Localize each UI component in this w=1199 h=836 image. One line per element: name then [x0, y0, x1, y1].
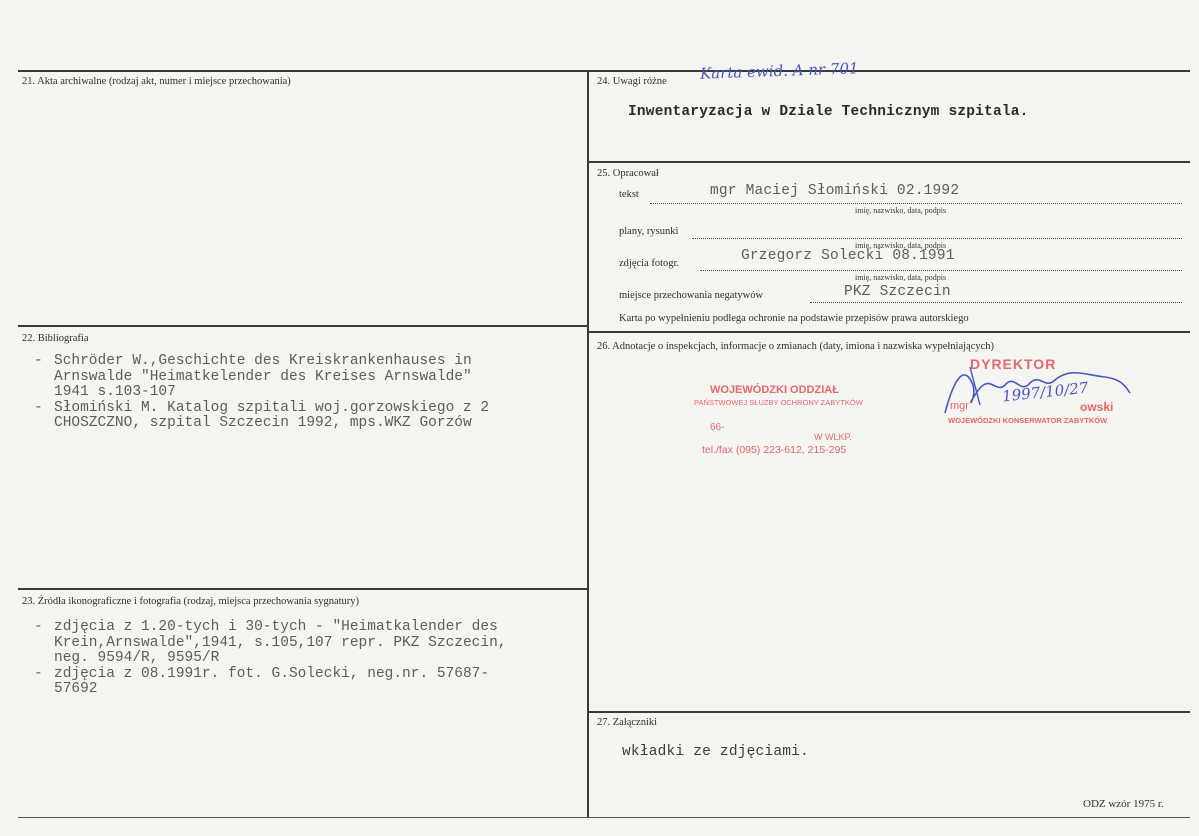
stamp-left-line3: 66- — [710, 422, 725, 433]
section-21-label: 21. Akta archiwalne (rodzaj akt, numer i miejsce przechowania) — [22, 76, 291, 87]
tekst-caption: imię, nazwisko, data, podpis — [855, 206, 947, 215]
negatywy-value: PKZ Szczecin — [844, 284, 951, 300]
plany-label: plany, rysunki — [619, 226, 679, 237]
tekst-line — [650, 203, 1182, 204]
bibliography-item: - Schröder W.,Geschichte des Kreiskrankenhauses in Arnswalde "Heimatkelender des Kreises Arnswalde" 1941 s.103-107 — [30, 354, 489, 401]
section-23-label: 23. Źródła ikonograficzne i fotografia (rodzaj, miejsca przechowania sygnatury) — [22, 596, 360, 607]
stamp-right-line3: owski — [1080, 400, 1114, 414]
bibliography-item: - Słomiński M. Katalog szpitali woj.gorzowskiego z 2 CHOSZCZNO, szpital Szczecin 1992, mps.WKZ Gorzów — [30, 401, 489, 432]
form-footer: ODZ wzór 1975 r. — [1083, 798, 1164, 810]
top-border — [18, 70, 1190, 72]
iconography-list — [30, 620, 506, 698]
tekst-value: mgr Maciej Słomiński 02.1992 — [710, 183, 960, 199]
stamp-left-line2: PAŃSTWOWEJ SŁUŻBY OCHRONY ZABYTKÓW — [694, 398, 863, 407]
stamp-left-line5: tel./fax (095) 223-612, 215-295 — [702, 444, 847, 456]
stamp-right-line1: DYREKTOR — [970, 356, 1057, 372]
zdjecia-value: Grzegorz Solecki 08.1991 — [741, 248, 955, 264]
section-24-label: 24. Uwagi różne — [597, 76, 667, 87]
divider-22-23 — [18, 588, 587, 590]
divider-25-26 — [589, 331, 1190, 333]
section-25-label: 25. Opracował — [597, 168, 659, 179]
stamp-right-line4: WOJEWÓDZKI KONSERWATOR ZABYTKÓW — [948, 416, 1108, 425]
column-divider — [587, 70, 589, 817]
stamp-right-line2: mgr — [950, 400, 969, 412]
iconography-item: - zdjęcia z 1.20-tych i 30-tych - "Heimatkalender des Krein,Arnswalde",1941, s.105,107 repr. PKZ Szczecin, neg. 9594/R, 9595/R — [30, 620, 506, 667]
remarks-text: Inwentaryzacja w Dziale Technicznym szpitala. — [628, 104, 1029, 120]
attachments-text: wkładki ze zdjęciami. — [622, 744, 809, 760]
bibliography-list — [30, 354, 489, 432]
section-26-label: 26. Adnotacje o inspekcjach, informacje o zmianach (daty, imiona i nazwiska wypełniających) — [597, 341, 995, 352]
zdjecia-line — [700, 270, 1182, 271]
left-stamp — [694, 384, 884, 464]
divider-26-27 — [589, 711, 1190, 713]
tekst-label: tekst — [619, 189, 639, 200]
section-27-label: 27. Załączniki — [597, 717, 658, 728]
bottom-border — [18, 817, 1190, 818]
stamp-left-line1: WOJEWÓDZKI ODDZIAŁ — [710, 384, 839, 396]
handwritten-card-number: Karta ewid. A nr 701 — [699, 59, 859, 83]
negatywy-line — [810, 302, 1182, 303]
zdjecia-caption: imię, nazwisko, data, podpis — [855, 273, 947, 282]
signature-date: 1997/10/27 — [1001, 378, 1090, 406]
copyright-note: Karta po wypełnieniu podlega ochronie na podstawie przepisów prawa autorskiego — [619, 313, 969, 324]
plany-caption: imię, nazwisko, data, podpis — [855, 241, 947, 250]
divider-24-25 — [589, 161, 1190, 163]
iconography-item: - zdjęcia z 08.1991r. fot. G.Solecki, neg.nr. 57687- 57692 — [30, 667, 506, 698]
section-22-label: 22. Bibliografia — [22, 333, 89, 344]
plany-line — [692, 238, 1182, 239]
stamp-left-line4: W WLKP. — [814, 432, 852, 442]
negatywy-label: miejsce przechowania negatywów — [619, 290, 764, 301]
zdjecia-label: zdjęcia fotogr. — [619, 258, 680, 269]
divider-21-22 — [18, 325, 587, 327]
